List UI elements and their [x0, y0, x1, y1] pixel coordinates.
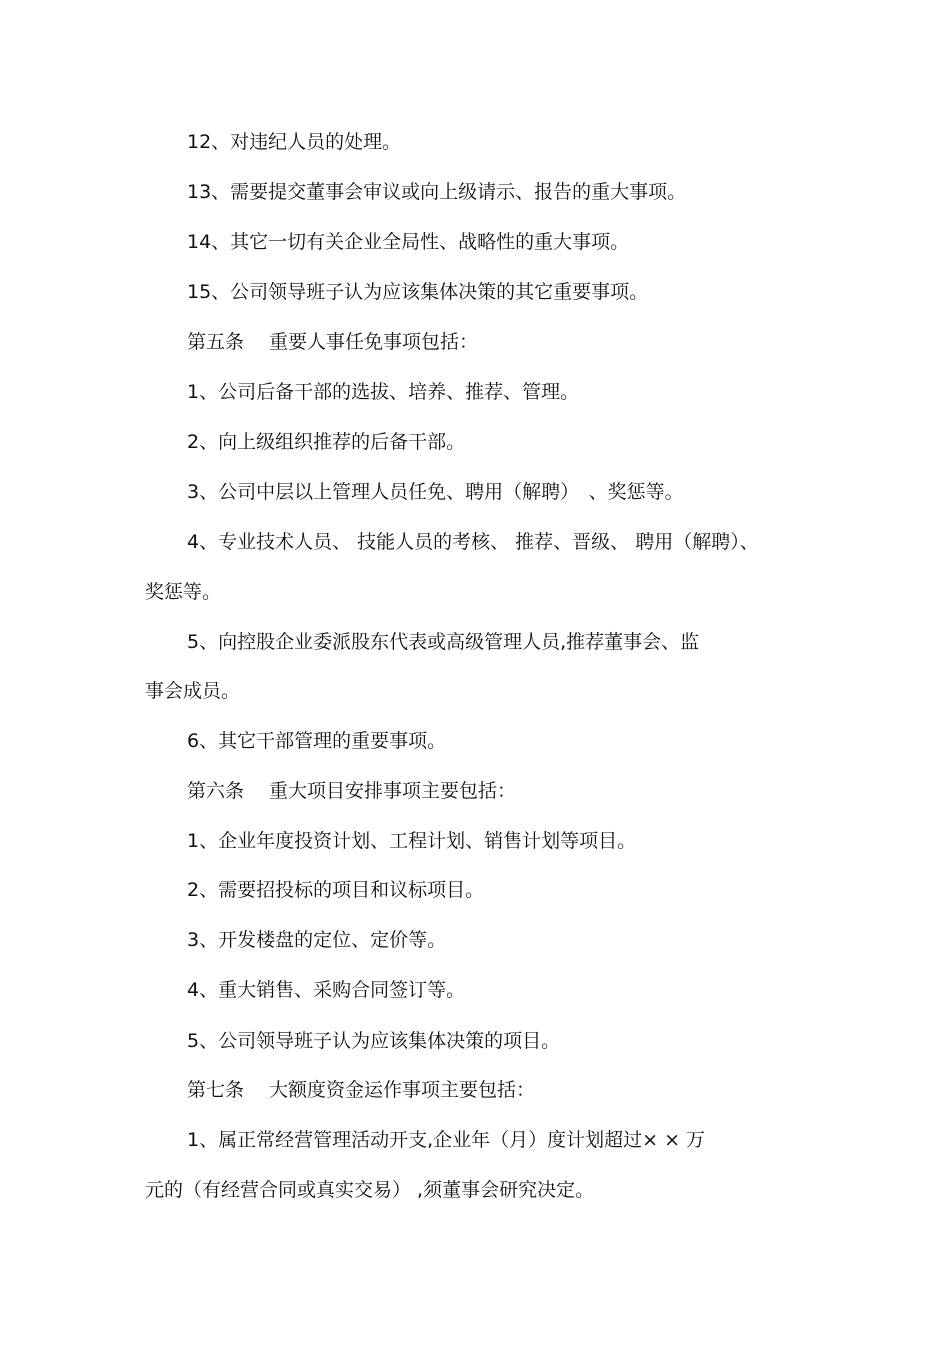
article-7-item-1: 1、属正常经营管理活动开支,企业年（月）度计划超过× × 万 [187, 1129, 706, 1151]
article-5-item-5: 5、向控股企业委派股东代表或高级管理人员,推荐董事会、监 [187, 631, 700, 653]
article-6-item-1: 1、企业年度投资计划、工程计划、销售计划等项目。 [187, 830, 637, 852]
article-5-item-4: 4、专业技术人员、 技能人员的考核、 推荐、晋级、 聘用（解聘）、 [187, 531, 759, 553]
article-5-heading: 第五条 重要人事任免事项包括： [187, 331, 479, 353]
article-6-item-3: 3、开发楼盘的定位、定价等。 [187, 929, 447, 951]
article-5-item-5-continuation: 事会成员。 [145, 680, 241, 702]
article-6-item-5: 5、公司领导班子认为应该集体决策的项目。 [187, 1030, 561, 1052]
article-5-item-4-continuation: 奖惩等。 [145, 581, 222, 603]
article-6-heading: 第六条 重大项目安排事项主要包括： [187, 780, 517, 802]
article-6-item-4: 4、重大销售、采购合同签订等。 [187, 979, 466, 1001]
article-6-item-2: 2、需要招投标的项目和议标项目。 [187, 879, 485, 901]
article-5-item-3: 3、公司中层以上管理人员任免、聘用（解聘） 、奖惩等。 [187, 481, 684, 503]
article-5-item-2: 2、向上级组织推荐的后备干部。 [187, 431, 466, 453]
item-13: 13、需要提交董事会审议或向上级请示、报告的重大事项。 [187, 181, 687, 203]
item-12: 12、对违纪人员的处理。 [187, 131, 402, 153]
article-7-heading: 第七条 大额度资金运作事项主要包括： [187, 1079, 536, 1101]
article-5-item-1: 1、公司后备干部的选拔、培养、推荐、管理。 [187, 381, 580, 403]
item-14: 14、其它一切有关企业全局性、战略性的重大事项。 [187, 231, 630, 253]
item-15: 15、公司领导班子认为应该集体决策的其它重要事项。 [187, 281, 649, 303]
article-5-item-6: 6、其它干部管理的重要事项。 [187, 730, 447, 752]
article-7-item-1-continuation: 元的（有经营合同或真实交易） ,须董事会研究决定。 [145, 1179, 595, 1201]
